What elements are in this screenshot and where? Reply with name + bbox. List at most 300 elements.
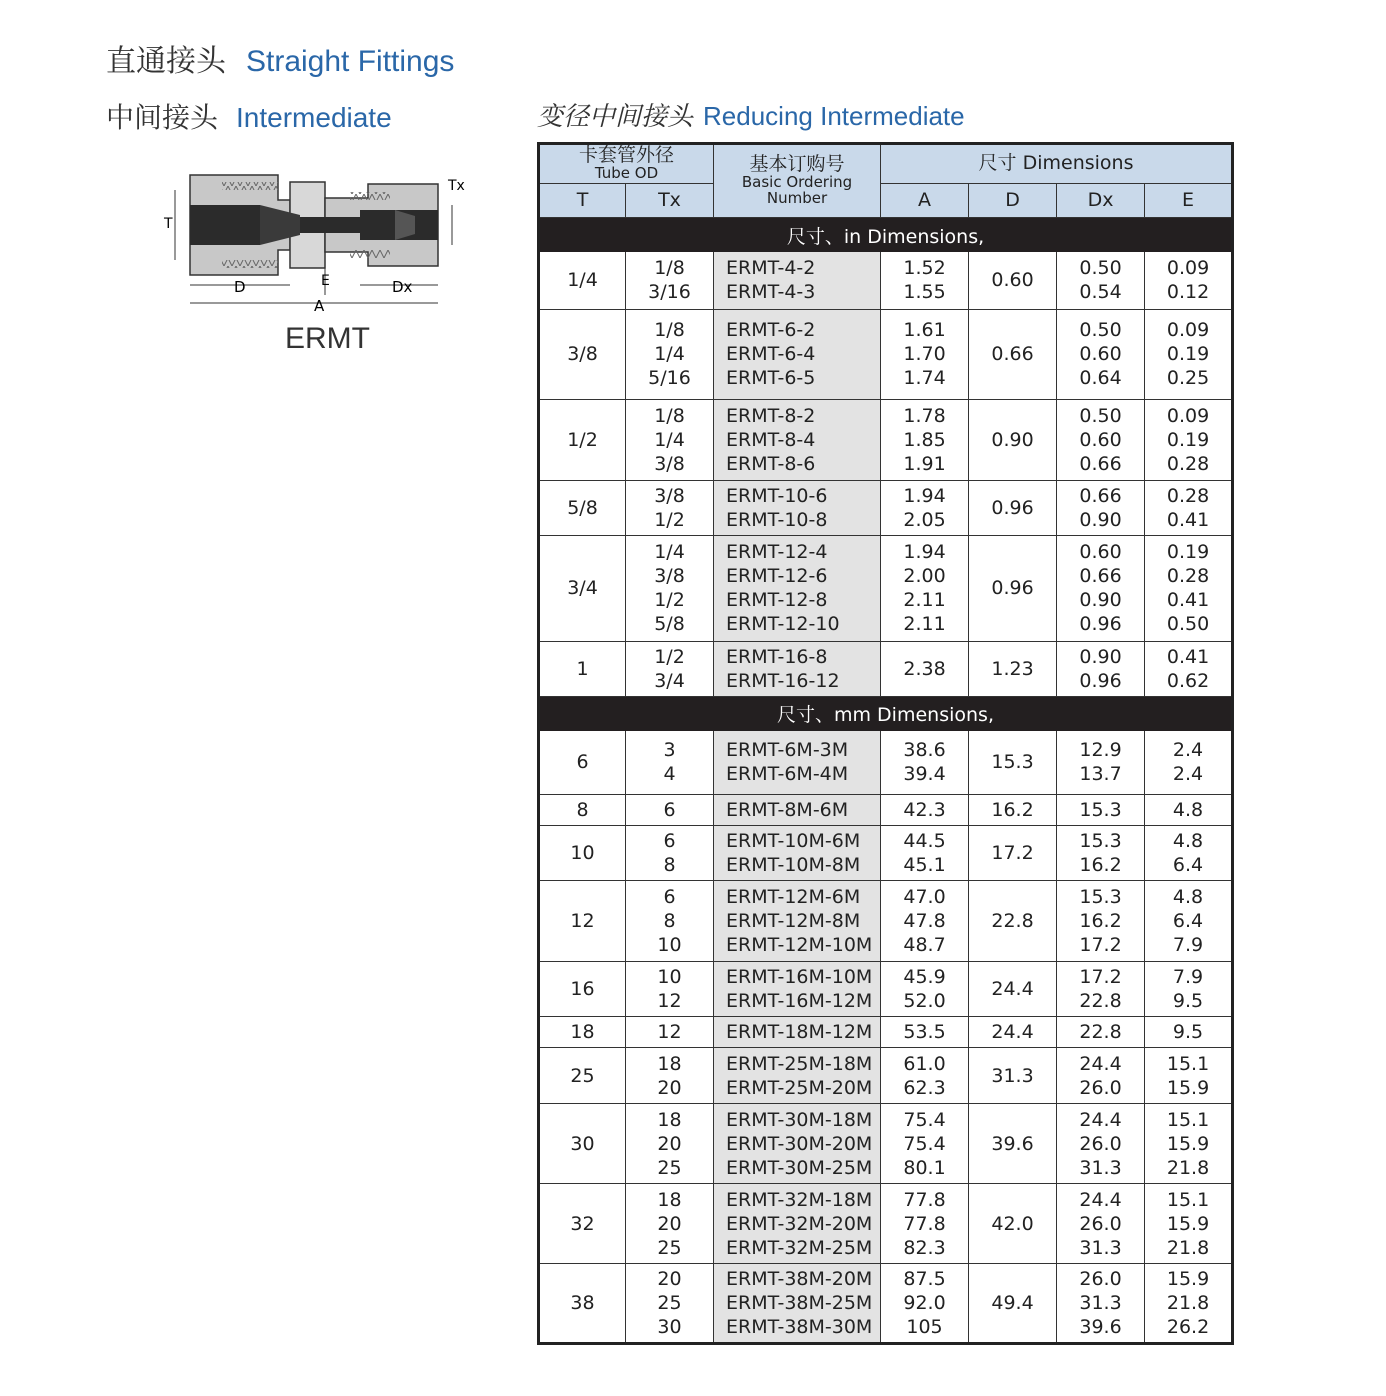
- cell-dx: [1057, 826, 1145, 881]
- cell-a-value: 77.8: [903, 1188, 946, 1211]
- cell-dx-value: 26.0: [1079, 1132, 1122, 1155]
- cell-a-value: 47.8: [903, 910, 946, 932]
- cell-ord-value: ERMT-32M-18M: [726, 1188, 873, 1211]
- cell-e-value: 0.09: [1166, 257, 1210, 280]
- cell-dx: [1057, 1048, 1145, 1104]
- cell-t: 6: [539, 731, 626, 795]
- cell-e-value: 15.9: [1166, 1212, 1210, 1235]
- cell-ord-value: ERMT-10M-8M: [726, 854, 861, 876]
- thread-top-left: [222, 182, 278, 190]
- table-row: [539, 252, 1233, 309]
- cell-a-value: 42.3: [903, 799, 946, 821]
- cell-a-value: 80.1: [903, 1156, 946, 1179]
- cell-ord-value: ERMT-38M-20M: [726, 1268, 873, 1290]
- cell-tx-value: 1/8: [654, 319, 685, 341]
- cell-a: [881, 962, 969, 1017]
- cell-dx: [1057, 1104, 1145, 1184]
- cell-dx: [1057, 399, 1145, 480]
- cell-dx-value: 22.8: [1079, 1021, 1122, 1043]
- cell-e-value: 2.4: [1172, 739, 1204, 762]
- ordering-header-en-1: Basic Ordering: [741, 173, 853, 192]
- cell-e-value: 6.4: [1172, 910, 1204, 932]
- cell-dx: [1057, 1184, 1145, 1264]
- cell-tx-value: 6: [663, 799, 676, 821]
- cell-tx-value: 1/2: [654, 589, 685, 611]
- cell-ord-value: ERMT-25M-18M: [726, 1052, 873, 1075]
- cell-tx-value: 20: [657, 1076, 682, 1099]
- page-title-en: Straight Fittings: [246, 45, 455, 78]
- cell-t: 30: [539, 1104, 626, 1184]
- cell-e: [1145, 1264, 1233, 1344]
- cell-dx-value: 26.0: [1079, 1268, 1122, 1290]
- cell-ord-value: ERMT-4-2: [726, 257, 816, 280]
- col-dx-header: Dx: [1057, 184, 1145, 218]
- cell-a: [881, 826, 969, 881]
- cell-a-value: 62.3: [903, 1076, 946, 1099]
- cell-e: [1145, 309, 1233, 399]
- cell-ord-value: ERMT-16-8: [726, 645, 828, 668]
- table-row: [539, 1264, 1233, 1344]
- thread-bottom-right: [350, 250, 390, 258]
- cell-dx: [1057, 480, 1145, 535]
- label-a: A: [314, 297, 325, 315]
- cell-t: 16: [539, 962, 626, 1017]
- cell-ord-value: ERMT-32M-20M: [726, 1212, 873, 1235]
- cell-a-value: 44.5: [903, 830, 946, 852]
- cell-ord: [714, 399, 881, 480]
- cell-a: [881, 1184, 969, 1264]
- cell-tx-value: 5/8: [654, 613, 685, 635]
- cell-ord-value: ERMT-12-6: [726, 565, 828, 587]
- cell-a-value: 1.94: [903, 484, 946, 507]
- cell-dx-value: 0.66: [1079, 452, 1122, 475]
- cell-a-value: 1.52: [903, 257, 946, 280]
- cell-dx-value: 12.9: [1079, 739, 1122, 762]
- left-tube-shape: [190, 205, 260, 245]
- cell-a-value: 1.61: [903, 319, 946, 341]
- cell-e: [1145, 826, 1233, 881]
- cell-tx-value: 1/4: [654, 343, 685, 365]
- cell-e-value: 0.62: [1166, 669, 1210, 692]
- cell-dx-value: 0.66: [1079, 484, 1122, 507]
- cell-a-value: 1.78: [903, 404, 946, 427]
- thread-top-right: [350, 192, 390, 200]
- cell-tx-value: 20: [657, 1132, 682, 1155]
- cell-e-value: 21.8: [1166, 1236, 1210, 1259]
- cell-ord-value: ERMT-16M-12M: [726, 990, 873, 1012]
- cell-a-value: 75.4: [903, 1132, 946, 1155]
- cell-a-value: 105: [906, 1316, 943, 1338]
- table-title: [537, 96, 965, 133]
- cell-ord-value: ERMT-12-8: [726, 589, 828, 611]
- section-title-zh: 中间接头: [106, 102, 219, 133]
- inch-rows: [539, 252, 1233, 696]
- cell-d: 0.96: [969, 480, 1057, 535]
- cell-dx-value: 15.3: [1079, 886, 1122, 908]
- cell-a-value: 2.38: [903, 657, 946, 680]
- cell-tx-value: 30: [657, 1316, 682, 1338]
- cell-tx-value: 10: [657, 966, 682, 988]
- cell-tx: [626, 1104, 714, 1184]
- cell-dx-value: 0.90: [1079, 645, 1122, 668]
- cell-dx-value: 16.2: [1079, 910, 1122, 932]
- cell-dx-value: 0.50: [1079, 319, 1122, 341]
- cell-a: [881, 252, 969, 309]
- mm-rows: [539, 731, 1233, 1344]
- bore-shape: [300, 217, 360, 233]
- cell-tx: [626, 399, 714, 480]
- cell-tx-value: 18: [657, 1052, 682, 1075]
- label-tx: Tx: [448, 178, 465, 194]
- cell-dx-value: 0.96: [1079, 613, 1122, 635]
- table-row: [539, 1104, 1233, 1184]
- col-e-header: E: [1145, 184, 1233, 218]
- table-row: [539, 309, 1233, 399]
- cell-tx-value: 6: [663, 886, 676, 908]
- cell-e-value: 21.8: [1166, 1292, 1210, 1314]
- cell-d: 24.4: [969, 962, 1057, 1017]
- cell-tx-value: 10: [657, 934, 682, 956]
- cell-ord: [714, 1264, 881, 1344]
- cell-tx-value: 1/4: [654, 428, 685, 451]
- cell-d: 1.23: [969, 641, 1057, 696]
- tube-od-header-en: Tube OD: [594, 164, 659, 183]
- cell-tx: [626, 1048, 714, 1104]
- cell-t: 1: [539, 641, 626, 696]
- cell-e-value: 0.25: [1166, 367, 1210, 389]
- cell-ord-value: ERMT-30M-18M: [726, 1108, 873, 1131]
- cell-a: [881, 1264, 969, 1344]
- cell-e-value: 0.50: [1166, 613, 1210, 635]
- fitting-diagram: [160, 170, 480, 320]
- cell-ord: [714, 535, 881, 641]
- cell-e-value: 26.2: [1166, 1316, 1210, 1338]
- dimensions-table: [537, 142, 1234, 1345]
- cell-ord-value: ERMT-18M-12M: [726, 1021, 873, 1043]
- cell-tx-value: 8: [663, 854, 676, 876]
- col-d-header: D: [969, 184, 1057, 218]
- cell-tx: [626, 1184, 714, 1264]
- table-row: [539, 881, 1233, 962]
- mm-dimensions-band: 尺寸、mm Dimensions,: [539, 696, 1233, 731]
- table-row: [539, 731, 1233, 795]
- cell-a-value: 1.74: [903, 367, 946, 389]
- section-title-en: Intermediate: [236, 102, 392, 133]
- cell-tx-value: 4: [663, 763, 676, 786]
- cell-ord: [714, 1017, 881, 1048]
- table-row: [539, 399, 1233, 480]
- cell-tx-value: 12: [657, 990, 682, 1012]
- cell-e-value: 0.19: [1166, 343, 1210, 365]
- cell-ord-value: ERMT-12-10: [726, 613, 840, 635]
- cell-tx-value: 3/8: [654, 452, 685, 475]
- cell-ord-value: ERMT-16-12: [726, 669, 840, 692]
- cell-a-value: 48.7: [903, 934, 946, 956]
- page-title-zh: 直通接头: [106, 45, 226, 78]
- table-row: [539, 795, 1233, 826]
- cell-e: [1145, 399, 1233, 480]
- cell-ord-value: ERMT-8-4: [726, 428, 816, 451]
- cell-d: 22.8: [969, 881, 1057, 962]
- cell-dx: [1057, 309, 1145, 399]
- cell-d: 42.0: [969, 1184, 1057, 1264]
- cell-t: 10: [539, 826, 626, 881]
- cell-t: 12: [539, 881, 626, 962]
- cell-tx-value: 25: [657, 1156, 682, 1179]
- cell-a-value: 1.91: [903, 452, 946, 475]
- cell-tx-value: 25: [657, 1236, 682, 1259]
- cell-tx-value: 3/16: [648, 281, 691, 304]
- cell-e-value: 0.41: [1166, 508, 1210, 531]
- cell-dx-value: 17.2: [1079, 934, 1122, 956]
- cell-ord: [714, 826, 881, 881]
- cell-e-value: 4.8: [1172, 799, 1204, 821]
- table-title-zh: 变径中间接头: [537, 101, 694, 131]
- cell-t: 1/2: [539, 399, 626, 480]
- cell-tx-value: 6: [663, 830, 676, 852]
- cell-dx: [1057, 731, 1145, 795]
- table-row: [539, 1048, 1233, 1104]
- cell-ord-value: ERMT-4-3: [726, 281, 816, 304]
- cell-a: [881, 399, 969, 480]
- cell-a: [881, 795, 969, 826]
- cell-dx-value: 0.90: [1079, 508, 1122, 531]
- cell-dx-value: 0.60: [1079, 428, 1122, 451]
- col-a-header: A: [881, 184, 969, 218]
- cell-a-value: 92.0: [903, 1292, 946, 1314]
- cell-tx-value: 25: [657, 1292, 682, 1314]
- cell-e-value: 0.09: [1166, 404, 1210, 427]
- cell-tx: [626, 826, 714, 881]
- cell-tx-value: 3/8: [654, 565, 685, 587]
- cell-e-value: 0.09: [1166, 319, 1210, 341]
- cell-ord: [714, 1104, 881, 1184]
- cell-t: 5/8: [539, 480, 626, 535]
- cell-a: [881, 641, 969, 696]
- cell-dx-value: 31.3: [1079, 1292, 1122, 1314]
- label-d: D: [234, 278, 246, 296]
- cell-e: [1145, 535, 1233, 641]
- ordering-header: [714, 144, 881, 218]
- cell-e-value: 15.9: [1166, 1132, 1210, 1155]
- cell-tx-value: 1/4: [654, 541, 685, 563]
- cell-a-value: 77.8: [903, 1212, 946, 1235]
- cell-e-value: 0.41: [1166, 645, 1210, 668]
- cell-d: 0.66: [969, 309, 1057, 399]
- cell-dx-value: 13.7: [1079, 763, 1122, 786]
- ordering-header-zh: 基本订购号: [749, 153, 845, 176]
- cell-a: [881, 1048, 969, 1104]
- cell-ord: [714, 731, 881, 795]
- cell-d: 0.96: [969, 535, 1057, 641]
- cell-dx-value: 0.50: [1079, 257, 1122, 280]
- cell-ord-value: ERMT-10-6: [726, 484, 828, 507]
- cell-ord-value: ERMT-12M-6M: [726, 886, 861, 908]
- cell-tx-value: 1/8: [654, 257, 685, 280]
- table-row: [539, 962, 1233, 1017]
- cell-e-value: 0.28: [1166, 452, 1210, 475]
- cell-t: 18: [539, 1017, 626, 1048]
- cell-e-value: 0.28: [1166, 484, 1210, 507]
- cell-dx-value: 0.90: [1079, 589, 1122, 611]
- cell-tx: [626, 731, 714, 795]
- cell-dx: [1057, 962, 1145, 1017]
- cell-t: 3/4: [539, 535, 626, 641]
- cell-ord: [714, 309, 881, 399]
- cell-ord-value: ERMT-10-8: [726, 508, 828, 531]
- cell-t: 1/4: [539, 252, 626, 309]
- cell-tx-value: 20: [657, 1268, 682, 1290]
- cell-a-value: 2.11: [903, 613, 946, 635]
- cell-dx-value: 31.3: [1079, 1156, 1122, 1179]
- label-e: E: [321, 273, 330, 289]
- cell-a-value: 47.0: [903, 886, 946, 908]
- cell-a-value: 61.0: [903, 1052, 946, 1075]
- cell-dx-value: 26.0: [1079, 1212, 1122, 1235]
- cell-a-value: 53.5: [903, 1021, 946, 1043]
- cell-e-value: 0.19: [1166, 428, 1210, 451]
- cell-a-value: 87.5: [903, 1268, 946, 1290]
- tube-od-header-zh: 卡套管外径: [579, 144, 675, 167]
- cell-e-value: 0.41: [1166, 589, 1210, 611]
- col-tx-header: Tx: [626, 184, 714, 218]
- cell-e: [1145, 1017, 1233, 1048]
- cell-e-value: 0.19: [1166, 541, 1210, 563]
- cell-tx-value: 20: [657, 1212, 682, 1235]
- cell-tx-value: 18: [657, 1108, 682, 1131]
- table-row: [539, 826, 1233, 881]
- cell-dx-value: 24.4: [1079, 1108, 1122, 1131]
- ordering-header-en-2: Number: [766, 188, 828, 207]
- cell-a-value: 52.0: [903, 990, 946, 1012]
- cell-tx: [626, 1017, 714, 1048]
- table-row: [539, 1017, 1233, 1048]
- cell-e-value: 2.4: [1172, 763, 1204, 786]
- cell-ord: [714, 480, 881, 535]
- cell-e-value: 0.12: [1166, 281, 1210, 304]
- cell-dx-value: 26.0: [1079, 1076, 1122, 1099]
- cell-a: [881, 309, 969, 399]
- cell-ord: [714, 1184, 881, 1264]
- cell-dx-value: 0.54: [1079, 281, 1122, 304]
- cell-tx-value: 1/2: [654, 645, 685, 668]
- cell-e-value: 7.9: [1172, 934, 1204, 956]
- cell-e: [1145, 641, 1233, 696]
- page-title: [106, 36, 454, 80]
- cell-a-value: 45.1: [903, 854, 946, 876]
- table-title-en: Reducing Intermediate: [703, 101, 965, 131]
- cell-a: [881, 480, 969, 535]
- cell-a-value: 2.11: [903, 589, 946, 611]
- cell-e: [1145, 1048, 1233, 1104]
- cell-d: 31.3: [969, 1048, 1057, 1104]
- cell-tx: [626, 480, 714, 535]
- cell-e: [1145, 795, 1233, 826]
- cell-d: 0.90: [969, 399, 1057, 480]
- dimensions-header: 尺寸 Dimensions: [881, 144, 1233, 184]
- cell-dx-value: 24.4: [1079, 1052, 1122, 1075]
- cell-e-value: 4.8: [1172, 886, 1204, 908]
- cell-e-value: 15.9: [1166, 1268, 1210, 1290]
- cell-t: 3/8: [539, 309, 626, 399]
- cell-ord-value: ERMT-6-2: [726, 319, 816, 341]
- cell-e-value: 9.5: [1172, 990, 1204, 1012]
- cell-tx-value: 8: [663, 910, 676, 932]
- cell-dx-value: 0.64: [1079, 367, 1122, 389]
- cell-e-value: 15.1: [1166, 1108, 1210, 1131]
- cell-dx: [1057, 1264, 1145, 1344]
- inch-dimensions-band: 尺寸、in Dimensions,: [539, 218, 1233, 253]
- cell-a-value: 39.4: [903, 763, 946, 786]
- cell-e-value: 15.1: [1166, 1052, 1210, 1075]
- cell-dx-value: 17.2: [1079, 966, 1122, 988]
- cell-ord: [714, 962, 881, 1017]
- cell-tx: [626, 1264, 714, 1344]
- cell-a-value: 75.4: [903, 1108, 946, 1131]
- cell-a: [881, 731, 969, 795]
- cell-ord-value: ERMT-8-6: [726, 452, 816, 475]
- cell-ord-value: ERMT-30M-25M: [726, 1156, 873, 1179]
- cell-ord-value: ERMT-16M-10M: [726, 966, 873, 988]
- cell-tx: [626, 535, 714, 641]
- cell-e-value: 4.8: [1172, 830, 1204, 852]
- cell-ord-value: ERMT-12M-8M: [726, 910, 861, 932]
- cell-e-value: 15.9: [1166, 1076, 1210, 1099]
- cell-a-value: 1.70: [903, 343, 946, 365]
- cell-tx: [626, 881, 714, 962]
- cell-dx-value: 31.3: [1079, 1236, 1122, 1259]
- cell-ord: [714, 881, 881, 962]
- section-title: [106, 96, 392, 136]
- cell-d: 15.3: [969, 731, 1057, 795]
- cell-tx-value: 12: [657, 1021, 682, 1043]
- table-row: [539, 535, 1233, 641]
- label-dx: Dx: [392, 278, 413, 296]
- cell-a-value: 1.85: [903, 428, 946, 451]
- model-label: ERMT: [285, 322, 370, 355]
- cell-dx-value: 15.3: [1079, 799, 1122, 821]
- cell-tx: [626, 962, 714, 1017]
- cell-ord-value: ERMT-25M-20M: [726, 1076, 873, 1099]
- cell-ord: [714, 252, 881, 309]
- cell-ord: [714, 795, 881, 826]
- cell-tx-value: 3: [663, 739, 676, 762]
- cell-d: 17.2: [969, 826, 1057, 881]
- table-row: [539, 1184, 1233, 1264]
- cell-tx-value: 18: [657, 1188, 682, 1211]
- cell-dx-value: 0.60: [1079, 343, 1122, 365]
- cell-a-value: 38.6: [903, 739, 946, 762]
- table-row: [539, 480, 1233, 535]
- cell-dx: [1057, 641, 1145, 696]
- cell-a-value: 2.05: [903, 508, 946, 531]
- cell-tx-value: 1/8: [654, 404, 685, 427]
- cell-a: [881, 535, 969, 641]
- cell-d: 24.4: [969, 1017, 1057, 1048]
- cell-t: 25: [539, 1048, 626, 1104]
- cell-d: 16.2: [969, 795, 1057, 826]
- cell-dx: [1057, 1017, 1145, 1048]
- cell-tx-value: 3/4: [654, 669, 685, 692]
- col-t-header: T: [539, 184, 626, 218]
- tube-od-header: [539, 144, 714, 184]
- cell-dx-value: 39.6: [1079, 1316, 1122, 1338]
- cell-e: [1145, 1184, 1233, 1264]
- thread-bottom-left: [222, 260, 278, 268]
- cell-dx-value: 15.3: [1079, 830, 1122, 852]
- cell-e-value: 6.4: [1172, 854, 1204, 876]
- cell-e: [1145, 480, 1233, 535]
